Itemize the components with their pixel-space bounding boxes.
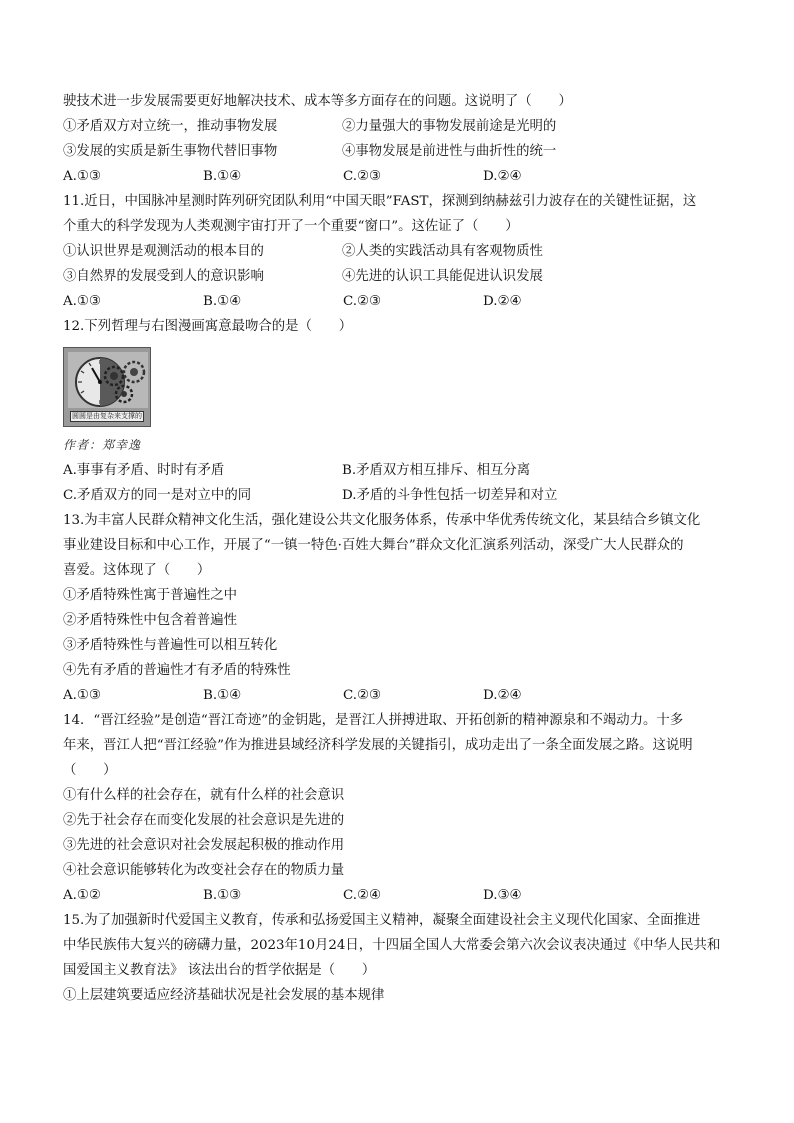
option-3: ③先进的社会意识对社会发展起积极的推动作用 xyxy=(63,838,345,853)
options-row xyxy=(63,139,743,164)
option-3: ③发展的实质是新生事物代替旧事物 xyxy=(63,144,278,159)
option-4: ④社会意识能够转化为改变社会存在的物质力量 xyxy=(63,863,345,878)
option-3: ③矛盾特殊性与普遍性可以相互转化 xyxy=(63,638,278,653)
question-15 xyxy=(63,908,743,1008)
answer-choices xyxy=(63,883,743,908)
question-stem: 14．“晋江经验”是创造“晋江奇迹”的金钥匙，是晋江人拼搏进取、开拓创新的精神源泉和不竭动力。十多 xyxy=(63,713,684,728)
answer-d: D.②④ xyxy=(483,169,522,184)
question-11 xyxy=(63,189,743,314)
options-row xyxy=(63,239,743,264)
answer-c: C.②③ xyxy=(343,688,382,703)
option-2: ②人类的实践活动具有客观物质性 xyxy=(342,244,543,259)
answer-d: D.②④ xyxy=(483,294,522,309)
question-stem: 15.为了加强新时代爱国主义教育，传承和弘扬爱国主义精神，凝聚全面建设社会主义现代化国家、全面推进 xyxy=(63,913,701,928)
answer-a: A.①③ xyxy=(63,294,101,309)
answer-c: C.②③ xyxy=(343,294,382,309)
answer-c: C.矛盾双方的同一是对立中的同 xyxy=(63,488,252,503)
author-name: 郑幸逸 xyxy=(102,438,142,452)
option-2: ②力量强大的事物发展前途是光明的 xyxy=(342,119,557,134)
answer-a: A.①③ xyxy=(63,169,101,184)
answer-choices xyxy=(63,458,743,483)
option-1: ①有什么样的社会存在，就有什么样的社会意识 xyxy=(63,788,345,803)
question-13 xyxy=(63,508,743,708)
question-stem: 事业建设目标和中心工作，开展了“一镇一特色·百姓大舞台”群众文化汇演系列活动，深受广大人民群众的 xyxy=(63,538,684,553)
option-1: ①矛盾特殊性寓于普遍性之中 xyxy=(63,588,238,603)
question-10 xyxy=(63,89,743,189)
question-stem: 驶技术进一步发展需要更好地解决技术、成本等多方面存在的问题。这说明了（ ） xyxy=(63,94,572,109)
cartoon-figure xyxy=(63,347,743,433)
question-stem: 11.近日，中国脉冲星测时阵列研究团队利用“中国天眼”FAST，探测到纳赫兹引力波存在的关键性证据，这 xyxy=(63,194,697,209)
author-label: 作者： xyxy=(63,438,103,452)
question-stem: 13.为丰富人民群众精神文化生活，强化建设公共文化服务体系，传承中华优秀传统文化，某县结合乡镇文化 xyxy=(63,513,701,528)
answer-d: D.矛盾的斗争性包括一切差异和对立 xyxy=(342,488,558,503)
question-stem: 中华民族伟大复兴的磅礴力量，2023年10月24日，十四届全国人大常委会第六次会议表决通过《中华人民共和 xyxy=(63,938,721,953)
option-4: ④先进的认识工具能促进认识发展 xyxy=(342,269,543,284)
answer-b: B.矛盾双方相互排斥、相互分离 xyxy=(342,463,531,478)
answer-choices xyxy=(63,483,743,508)
clock-cartoon-image xyxy=(63,347,151,427)
question-stem: 个重大的科学发现为人类观测宇宙打开了一个重要“窗口”。这佐证了（ ） xyxy=(63,219,519,234)
option-3: ③自然界的发展受到人的意识影响 xyxy=(63,269,264,284)
answer-a: A.事事有矛盾、时时有矛盾 xyxy=(63,463,225,478)
option-4: ④先有矛盾的普遍性才有矛盾的特殊性 xyxy=(63,663,291,678)
answer-b: B.①③ xyxy=(203,888,242,903)
options-row xyxy=(63,264,743,289)
question-stem: （ ） xyxy=(63,763,117,778)
option-2: ②矛盾特殊性中包含着普遍性 xyxy=(63,613,238,628)
option-1: ①矛盾双方对立统一，推动事物发展 xyxy=(63,119,278,134)
answer-c: C.②④ xyxy=(343,888,382,903)
question-stem: 国爱国主义教育法》 该法出台的哲学依据是（ ） xyxy=(63,963,376,978)
answer-c: C.②③ xyxy=(343,169,382,184)
answer-d: D.③④ xyxy=(483,888,522,903)
cartoon-caption: 圆圆是由复杂来支撑的 xyxy=(72,412,142,420)
answer-d: D.②④ xyxy=(483,688,522,703)
answer-b: B.①④ xyxy=(203,688,242,703)
question-14 xyxy=(63,708,743,908)
options-row xyxy=(63,114,743,139)
answer-choices xyxy=(63,289,743,314)
answer-choices xyxy=(63,683,743,708)
cartoon-author xyxy=(63,433,743,458)
option-2: ②先于社会存在而变化发展的社会意识是先进的 xyxy=(63,813,345,828)
option-4: ④事物发展是前进性与曲折性的统一 xyxy=(342,144,557,159)
question-stem: 12.下列哲理与右图漫画寓意最吻合的是（ ） xyxy=(63,319,353,334)
question-stem: 年来，晋江人把“晋江经验”作为推进县域经济科学发展的关键指引，成功走出了一条全面发展之路。这说明 xyxy=(63,738,693,753)
question-stem: 喜爱。这体现了（ ） xyxy=(63,563,211,578)
answer-b: B.①④ xyxy=(203,169,242,184)
question-12 xyxy=(63,314,743,508)
answer-a: A.①③ xyxy=(63,688,101,703)
answer-a: A.①② xyxy=(63,888,101,903)
question-list xyxy=(63,89,743,1008)
option-1: ①上层建筑要适应经济基础状况是社会发展的基本规律 xyxy=(63,988,385,1003)
option-1: ①认识世界是观测活动的根本目的 xyxy=(63,244,264,259)
answer-choices xyxy=(63,164,743,189)
answer-b: B.①④ xyxy=(203,294,242,309)
